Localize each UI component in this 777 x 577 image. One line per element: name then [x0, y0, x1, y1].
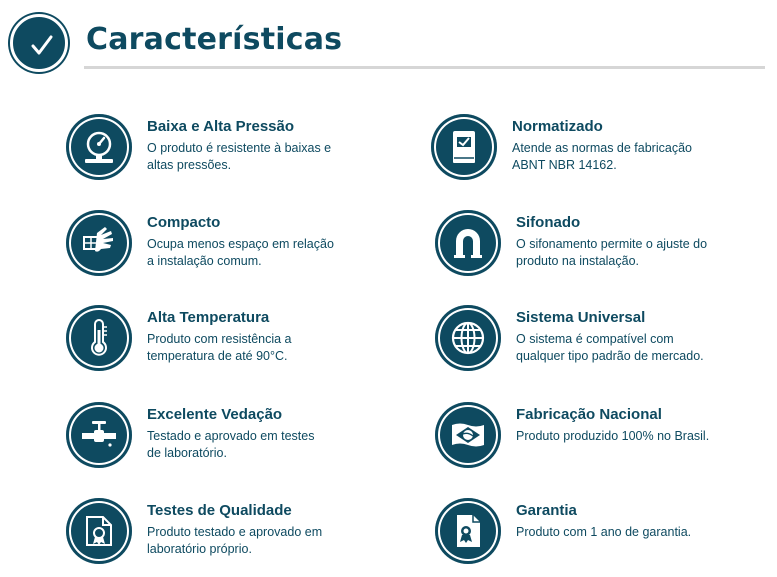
- feature-description: Produto com 1 ano de garantia.: [516, 525, 692, 539]
- globe-icon: [448, 318, 488, 358]
- checkmark-badge: [10, 14, 68, 72]
- hand-holding-device-icon: [79, 223, 119, 263]
- feature-national-manufacturing: [435, 402, 765, 472]
- feature-title: Normatizado: [512, 118, 603, 135]
- feature-sealing: [66, 402, 396, 472]
- pressure-gauge-icon: [79, 127, 119, 167]
- feature-siphon: [435, 210, 765, 280]
- feature-description: Testado e aprovado em testes de laboratório.: [147, 429, 315, 460]
- feature-quality-tests: [66, 498, 396, 568]
- feature-title: Fabricação Nacional: [516, 406, 662, 423]
- feature-title: Compacto: [147, 214, 221, 231]
- feature-title: Garantia: [516, 502, 577, 519]
- brazil-flag-icon: [448, 415, 488, 455]
- feature-description: Produto com resistência a temperatura de até 90°C.: [147, 332, 292, 363]
- section-header: [10, 14, 765, 74]
- feature-description: Atende as normas de fabricação ABNT NBR 14162.: [512, 141, 692, 172]
- siphon-icon: [448, 223, 488, 263]
- feature-title: Excelente Vedação: [147, 406, 283, 423]
- feature-description: Produto produzido 100% no Brasil.: [516, 429, 710, 443]
- feature-pressure: [66, 114, 396, 184]
- feature-title: Baixa e Alta Pressão: [147, 118, 295, 135]
- feature-description: O sifonamento permite o ajuste do produto na instalação.: [516, 237, 708, 268]
- feature-universal-system: [435, 305, 765, 375]
- thermometer-icon: [79, 318, 119, 358]
- title-divider: [84, 66, 765, 69]
- standards-book-icon: [444, 127, 484, 167]
- feature-description: Produto testado e aprovado em laboratório próprio.: [147, 525, 323, 556]
- feature-standards: [431, 114, 761, 184]
- feature-compact: [66, 210, 396, 280]
- feature-description: O produto é resistente à baixas e altas pressões.: [147, 141, 332, 172]
- feature-title: Sifonado: [516, 214, 581, 231]
- feature-description: O sistema é compatível com qualquer tipo padrão de mercado.: [516, 332, 704, 363]
- feature-description: Ocupa menos espaço em relação a instalação comum.: [147, 237, 334, 268]
- feature-title: Sistema Universal: [516, 309, 646, 326]
- feature-title: Testes de Qualidade: [147, 502, 292, 519]
- feature-warranty: [435, 498, 765, 568]
- quality-seal-icon: [79, 511, 119, 551]
- feature-temperature: [66, 305, 396, 375]
- warranty-certificate-icon: [448, 511, 488, 551]
- valve-pipe-icon: [79, 415, 119, 455]
- feature-title: Alta Temperatura: [147, 309, 270, 326]
- checkmark-icon: [27, 31, 57, 61]
- page-title: Características: [86, 22, 343, 57]
